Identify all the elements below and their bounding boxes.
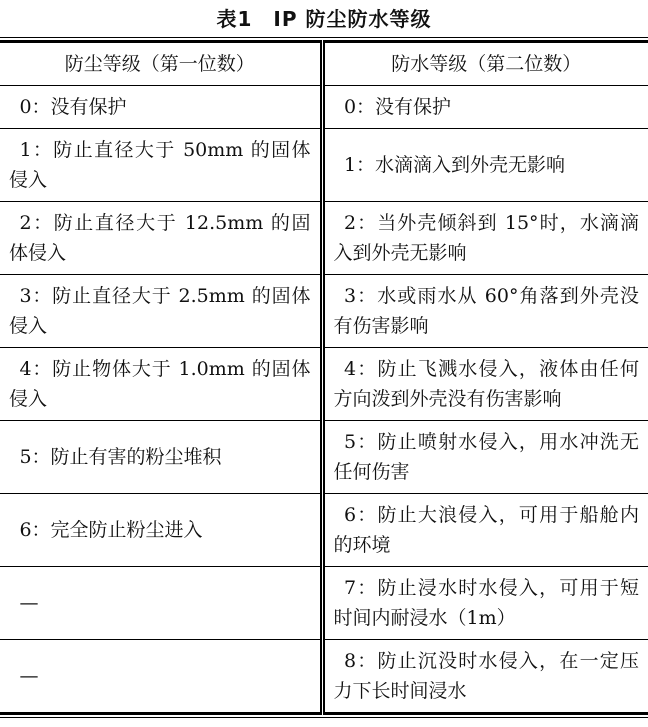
cell-dust-1: 1：防止直径大于 50mm 的固体侵入 (0, 129, 322, 202)
table-row (0, 567, 648, 640)
table-row (0, 86, 648, 129)
table-row (0, 275, 648, 348)
table-row (0, 348, 648, 421)
cell-water-8: 8：防止沉没时水侵入，在一定压力下长时间浸水 (322, 640, 648, 714)
cell-water-5: 5：防止喷射水侵入，用水冲洗无任何伤害 (322, 421, 648, 494)
table-row (0, 640, 648, 714)
cell-water-7: 7：防止浸水时水侵入，可用于短时间内耐浸水（1m） (322, 567, 648, 640)
cell-dust-0: 0：没有保护 (0, 86, 322, 129)
cell-water-1: 1：水滴滴入到外壳无影响 (322, 129, 648, 202)
table-row (0, 129, 648, 202)
cell-dust-3: 3：防止直径大于 2.5mm 的固体侵入 (0, 275, 322, 348)
cell-dust-4: 4：防止物体大于 1.0mm 的固体侵入 (0, 348, 322, 421)
header-water-level: 防水等级（第二位数） (322, 42, 648, 86)
cell-water-2: 2：当外壳倾斜到 15°时，水滴滴入到外壳无影响 (322, 202, 648, 275)
cell-dust-7: — (0, 567, 322, 640)
table-frame (0, 37, 648, 718)
cell-dust-8: — (19, 665, 39, 687)
cell-water-3: 3：水或雨水从 60°角落到外壳没有伤害影响 (322, 275, 648, 348)
cell-water-6: 6：防止大浪侵入，可用于船舱内的环境 (322, 494, 648, 567)
table-row (0, 421, 648, 494)
cell-dust-5: 5：防止有害的粉尘堆积 (0, 421, 322, 494)
table-title: 表1 IP 防尘防水等级 (216, 7, 432, 31)
ip-rating-table (0, 40, 648, 715)
table-row (0, 202, 648, 275)
table-row (0, 494, 648, 567)
header-row (0, 42, 648, 86)
cell-water-0: 0：没有保护 (322, 86, 648, 129)
cell-dust-2: 2：防止直径大于 12.5mm 的固体侵入 (0, 202, 322, 275)
header-dust-level: 防尘等级（第一位数） (0, 42, 322, 86)
cell-dust-6: 6：完全防止粉尘进入 (0, 494, 322, 567)
cell-water-4: 4：防止飞溅水侵入，液体由任何方向泼到外壳没有伤害影响 (322, 348, 648, 421)
